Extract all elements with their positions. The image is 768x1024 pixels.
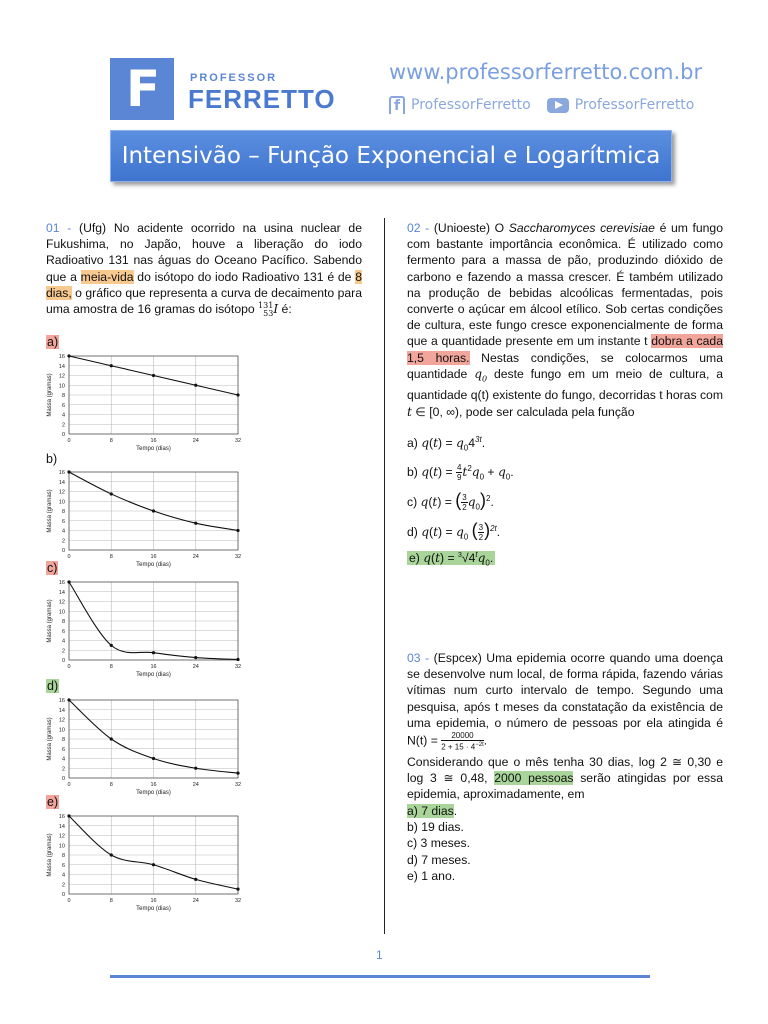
x-tick-label: 0 <box>67 782 71 788</box>
option-a[interactable]: a) $q(t) = q_04^{3t}$. <box>407 435 486 453</box>
y-tick-label: 10 <box>58 609 65 616</box>
x-tick-label: 16 <box>150 664 157 670</box>
x-tick-label: 32 <box>234 554 242 560</box>
question-1-text: 01 - (Ufg) No acidente ocorrido na usina nuclear de Fukushima, no Japão, houve a liberação do iodo Radioativo 131 nas águas do Oceano Pacífico. Sabendo que a meia-vida do isótopo do iodo Radioativo 131 é de 8 dias, o gráfico que representa a curva de decaimento para uma amostra de 16 gramas do isótopo 131 53 I é: <box>46 221 362 318</box>
data-point <box>236 772 239 775</box>
formula-fraction: $\frac{20000}{2 + 15 \cdot 4^{-2t}}$ <box>441 731 484 752</box>
y-tick-label: 6 <box>61 862 65 869</box>
question-number: 03 - <box>407 651 430 665</box>
x-tick-label: 24 <box>192 664 199 670</box>
brand-big-text: FERRETTO <box>188 84 336 114</box>
y-tick-label: 4 <box>61 528 65 535</box>
y-tick-label: 2 <box>61 882 65 889</box>
y-tick-label: 8 <box>61 619 65 625</box>
logo-letter: F <box>126 60 161 118</box>
page-number: 1 <box>376 948 383 962</box>
brand-small-text: PROFESSOR <box>190 72 278 84</box>
data-point <box>67 814 70 817</box>
isotope-symbol: 131 53 I <box>258 300 279 318</box>
y-tick-label: 0 <box>61 548 65 554</box>
x-tick-label: 8 <box>109 438 113 444</box>
y-tick-label: 2 <box>61 766 65 773</box>
x-tick-label: 32 <box>234 664 242 670</box>
x-tick-label: 24 <box>192 554 199 560</box>
option-label-b: b) <box>46 452 58 466</box>
x-tick-label: 16 <box>150 898 157 904</box>
y-tick-label: 16 <box>58 580 65 586</box>
social-links <box>389 96 694 114</box>
y-tick-label: 14 <box>58 479 65 486</box>
x-tick-label: 8 <box>109 664 113 670</box>
chart-option-c <box>44 576 254 682</box>
y-tick-label: 4 <box>61 412 65 419</box>
y-tick-label: 16 <box>58 814 65 820</box>
y-tick-label: 12 <box>58 717 65 724</box>
y-tick-label: 16 <box>58 470 65 476</box>
data-point <box>152 757 155 760</box>
question-2-options <box>407 432 723 566</box>
data-point <box>152 863 155 866</box>
data-point <box>152 374 155 377</box>
brand-logo <box>110 58 174 120</box>
x-tick-label: 24 <box>192 782 199 788</box>
highlight: 8 dias, <box>46 269 362 300</box>
youtube-link[interactable]: ProfessorFerretto <box>574 97 695 113</box>
data-point <box>236 888 239 891</box>
y-tick-label: 8 <box>61 853 65 859</box>
question-3-text: 03 - (Espcex) Uma epidemia ocorre quando uma doença se desenvolve num local, de forma rápida, fazendo várias vítimas num curto intervalo de tempo. Segundo uma pesquisa, após t meses da constatação da existência de uma epidemia, o número de pessoas por ela atingida é N(t) = $\frac{20000}{2 + 15 \cdot 4^{-2t}}$ . <box>407 651 723 752</box>
species-name: Saccharomyces cerevisiae <box>508 221 655 235</box>
y-tick-label: 16 <box>58 354 65 360</box>
y-tick-label: 8 <box>61 737 65 743</box>
option-c[interactable]: c) q(t) = ( $\frac{3}{2}$ $q_0)^2$. <box>407 490 494 513</box>
y-tick-label: 14 <box>58 589 65 596</box>
y-tick-label: 14 <box>58 823 65 830</box>
data-point <box>194 656 197 659</box>
x-tick-label: 24 <box>192 438 199 444</box>
y-tick-label: 8 <box>61 509 65 515</box>
x-tick-label: 8 <box>109 782 113 788</box>
x-tick-label: 0 <box>67 438 71 444</box>
data-point <box>110 492 113 495</box>
option-label-e: e) <box>47 795 59 809</box>
data-point <box>236 658 239 661</box>
x-tick-label: 16 <box>150 782 157 788</box>
y-tick-label: 2 <box>61 538 65 545</box>
highlight: meia-vida <box>80 269 134 284</box>
y-tick-label: 6 <box>61 746 65 753</box>
y-tick-label: 10 <box>58 727 65 734</box>
y-axis-label: Massa (gramas) <box>47 489 53 533</box>
highlight: dobra a cada 1,5 horas. <box>407 334 723 365</box>
y-tick-label: 6 <box>61 518 65 525</box>
data-point <box>194 384 197 387</box>
y-tick-label: 10 <box>58 499 65 506</box>
y-tick-label: 2 <box>61 648 65 655</box>
question-3-options <box>407 803 723 884</box>
y-tick-label: 0 <box>61 432 65 438</box>
y-tick-label: 10 <box>58 383 65 390</box>
option-d[interactable]: d) $q(t) = q_0$ ( $\frac{3}{2}$ )$^{2t}$. <box>407 520 501 543</box>
column-divider <box>384 218 385 934</box>
y-tick-label: 8 <box>61 393 65 399</box>
option-a[interactable]: a) 7 dias. <box>407 804 458 818</box>
chart-option-e <box>44 810 254 916</box>
data-point <box>236 529 239 532</box>
chart-option-b <box>44 466 254 572</box>
x-tick-label: 16 <box>150 554 157 560</box>
y-tick-label: 2 <box>61 422 65 429</box>
option-e[interactable]: e) 1 ano. <box>407 868 456 883</box>
y-tick-label: 0 <box>61 776 65 782</box>
x-tick-label: 0 <box>67 554 71 560</box>
y-tick-label: 12 <box>58 373 65 380</box>
data-point <box>67 354 70 357</box>
y-tick-label: 6 <box>61 402 65 409</box>
data-point <box>110 737 113 740</box>
y-tick-label: 4 <box>61 638 65 645</box>
data-point <box>194 767 197 770</box>
option-e[interactable]: e) $q(t) = ^3√4^tq_0$. <box>409 550 494 568</box>
page-title: Intensivão – Função Exponencial e Logarítmica <box>121 143 661 169</box>
highlight: 2000 pessoas <box>494 771 574 786</box>
y-tick-label: 12 <box>58 489 65 496</box>
option-label-c: c) <box>47 561 58 575</box>
x-axis-label: Tempo (dias) <box>136 562 171 568</box>
y-axis-label: Massa (gramas) <box>47 373 53 417</box>
data-point <box>236 393 239 396</box>
y-tick-label: 10 <box>58 843 65 850</box>
x-tick-label: 8 <box>109 898 113 904</box>
y-tick-label: 0 <box>61 658 65 664</box>
data-point <box>67 580 70 583</box>
footer-bar <box>110 975 650 978</box>
y-tick-label: 4 <box>61 756 65 763</box>
youtube-icon <box>547 98 569 113</box>
data-point <box>110 364 113 367</box>
chart-option-a <box>44 350 254 456</box>
x-axis-label: Tempo (dias) <box>136 672 171 678</box>
y-axis-label: Massa (gramas) <box>47 599 53 643</box>
option-label-d: d) <box>47 679 59 693</box>
question-number: 01 - <box>46 221 72 235</box>
y-tick-label: 12 <box>58 833 65 840</box>
x-tick-label: 32 <box>234 782 242 788</box>
y-tick-label: 14 <box>58 363 65 370</box>
chart-option-d <box>44 694 254 800</box>
y-axis-label: Massa (gramas) <box>47 717 53 761</box>
data-point <box>110 853 113 856</box>
data-point <box>152 509 155 512</box>
question-2-text: 02 - (Unioeste) O Saccharomyces cerevisiae é um fungo com bastante importância econômica. É utilizado como fermento para a massa de pão, produzindo dióxido de carbono e fazendo a massa crescer. É também utilizado na produção de bebidas alcoólicas fermentadas, pois converte o açúcar em álcool etílico. Sob certas condições de cultura, este fungo cresce exponencialmente de forma que a quantidade presente em um instante t dobra a cada 1,5 horas. Nestas condições, se colocarmos uma quantidade $q_0$ deste fungo em um meio de cultura, a quantidade q(t) existente do fungo, decorridas t horas com t ∈ [0, ∞), pode ser calculada pela função <box>407 221 723 419</box>
x-tick-label: 0 <box>67 664 71 670</box>
facebook-icon: f <box>389 96 405 114</box>
data-point <box>194 522 197 525</box>
x-tick-label: 0 <box>67 898 71 904</box>
question-number: 02 - <box>407 221 430 235</box>
y-axis-label: Massa (gramas) <box>47 833 53 877</box>
y-tick-label: 6 <box>61 628 65 635</box>
x-axis-label: Tempo (dias) <box>136 446 171 452</box>
data-point <box>194 878 197 881</box>
x-tick-label: 16 <box>150 438 157 444</box>
y-tick-label: 14 <box>58 707 65 714</box>
option-b[interactable]: b) 19 dias. <box>407 820 464 835</box>
website-link[interactable]: www.professorferretto.com.br <box>389 60 703 84</box>
data-point <box>110 644 113 647</box>
y-tick-label: 16 <box>58 698 65 704</box>
facebook-link[interactable]: ProfessorFerretto <box>411 97 531 113</box>
x-tick-label: 32 <box>234 438 242 444</box>
x-tick-label: 32 <box>234 898 242 904</box>
y-tick-label: 0 <box>61 892 65 898</box>
question-3-text-2: Considerando que o mês tenha 30 dias, log 2 ≅ 0,30 e log 3 ≅ 0,48, 2000 pessoas serão atingidas por essa epidemia, aproximadamente, em <box>407 755 723 802</box>
option-label-a: a) <box>47 335 59 349</box>
x-tick-label: 24 <box>192 898 199 904</box>
data-point <box>152 651 155 654</box>
title-banner <box>110 130 672 182</box>
option-c[interactable]: c) 3 meses. <box>407 836 470 851</box>
data-point <box>67 470 70 473</box>
x-axis-label: Tempo (dias) <box>136 790 171 796</box>
x-axis-label: Tempo (dias) <box>136 906 171 912</box>
y-tick-label: 12 <box>58 599 65 606</box>
option-d[interactable]: d) 7 meses. <box>407 852 471 867</box>
y-tick-label: 4 <box>61 872 65 879</box>
data-point <box>67 698 70 701</box>
option-b[interactable]: b) q(t) = $\frac{4}{9}$ $t^2q_0 + q_0$. <box>407 463 514 483</box>
x-tick-label: 8 <box>109 554 113 560</box>
